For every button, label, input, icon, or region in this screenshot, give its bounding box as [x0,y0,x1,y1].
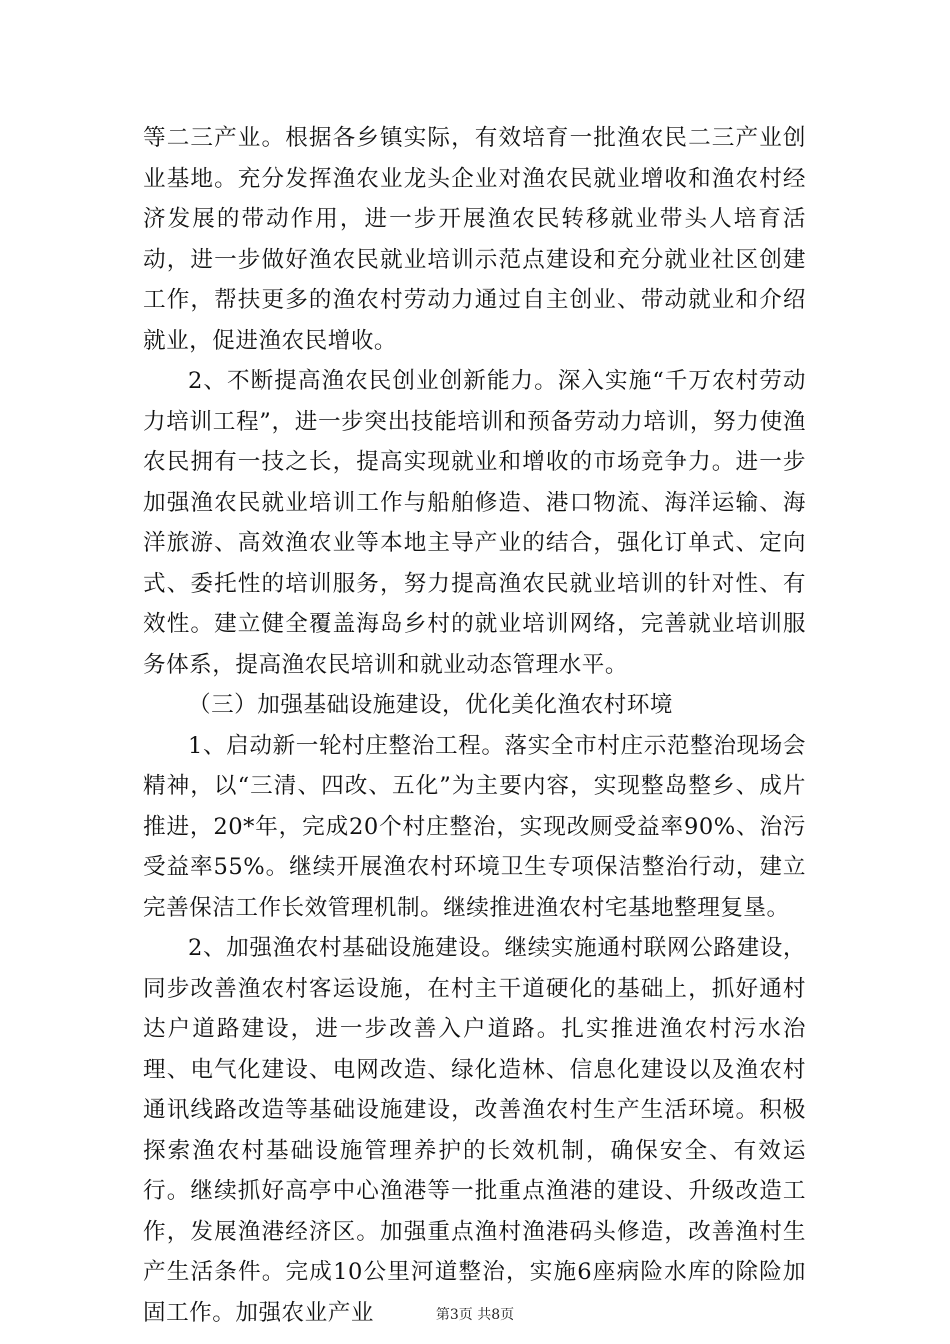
paragraph-continuation: 等二三产业。根据各乡镇实际，有效培育一批渔农民二三产业创业基地。充分发挥渔农业龙头企业对渔农民就业增收和渔农村经济发展的带动作用，进一步开展渔农民转移就业带头人培育活动，进一步做好渔农民就业培训示范点建设和充分就业社区创建工作，帮扶更多的渔农村劳动力通过自主创业、带动就业和介绍就业，促进渔农民增收。 [143,125,806,354]
paragraph-item-1: 1、启动新一轮村庄整治工程。落实全市村庄示范整治现场会精神，以“三清、四改、五化”为主要内容，实现整岛整乡、成片推进，20*年，完成20个村庄整治，实现改厕受益率90%、治污受益率55%。继续开展渔农村环境卫生专项保洁整治行动，建立完善保洁工作长效管理机制。继续推进渔农村宅基地整理复垦。 [143,732,806,921]
paragraph-item-2b: 2、加强渔农村基础设施建设。继续实施通村联网公路建设，同步改善渔农村客运设施，在村主干道硬化的基础上，抓好通村达户道路建设，进一步改善入户道路。扎实推进渔农村污水治理、电气化建设、电网改造、绿化造林、信息化建设以及渔农村通讯线路改造等基础设施建设，改善渔农村生产生活环境。积极探索渔农村基础设施管理养护的长效机制，确保安全、有效运行。继续抓好高亭中心渔港等一批重点渔港的建设、升级改造工作，发展渔港经济区。加强重点渔村渔港码头修造，改善渔村生产生活条件。完成10公里河道整治，实施6座病险水库的除险加固工作。加强农业产业 [143,935,806,1326]
page-footer: 第3页 共8页 [435,1307,515,1323]
document-page [143,118,806,1333]
paragraph-item-2: 2、不断提高渔农民创业创新能力。深入实施“千万农村劳动力培训工程”，进一步突出技能培训和预备劳动力培训，努力使渔农民拥有一技之长，提高实现就业和增收的市场竞争力。进一步加强渔农民就业培训工作与船舶修造、港口物流、海洋运输、海洋旅游、高效渔农业等本地主导产业的结合，强化订单式、定向式、委托性的培训服务，努力提高渔农民就业培训的针对性、有效性。建立健全覆盖海岛乡村的就业培训网络，完善就业培训服务体系，提高渔农民培训和就业动态管理水平。 [143,368,806,678]
section-heading-3: （三）加强基础设施建设，优化美化渔农村环境 [188,692,673,718]
